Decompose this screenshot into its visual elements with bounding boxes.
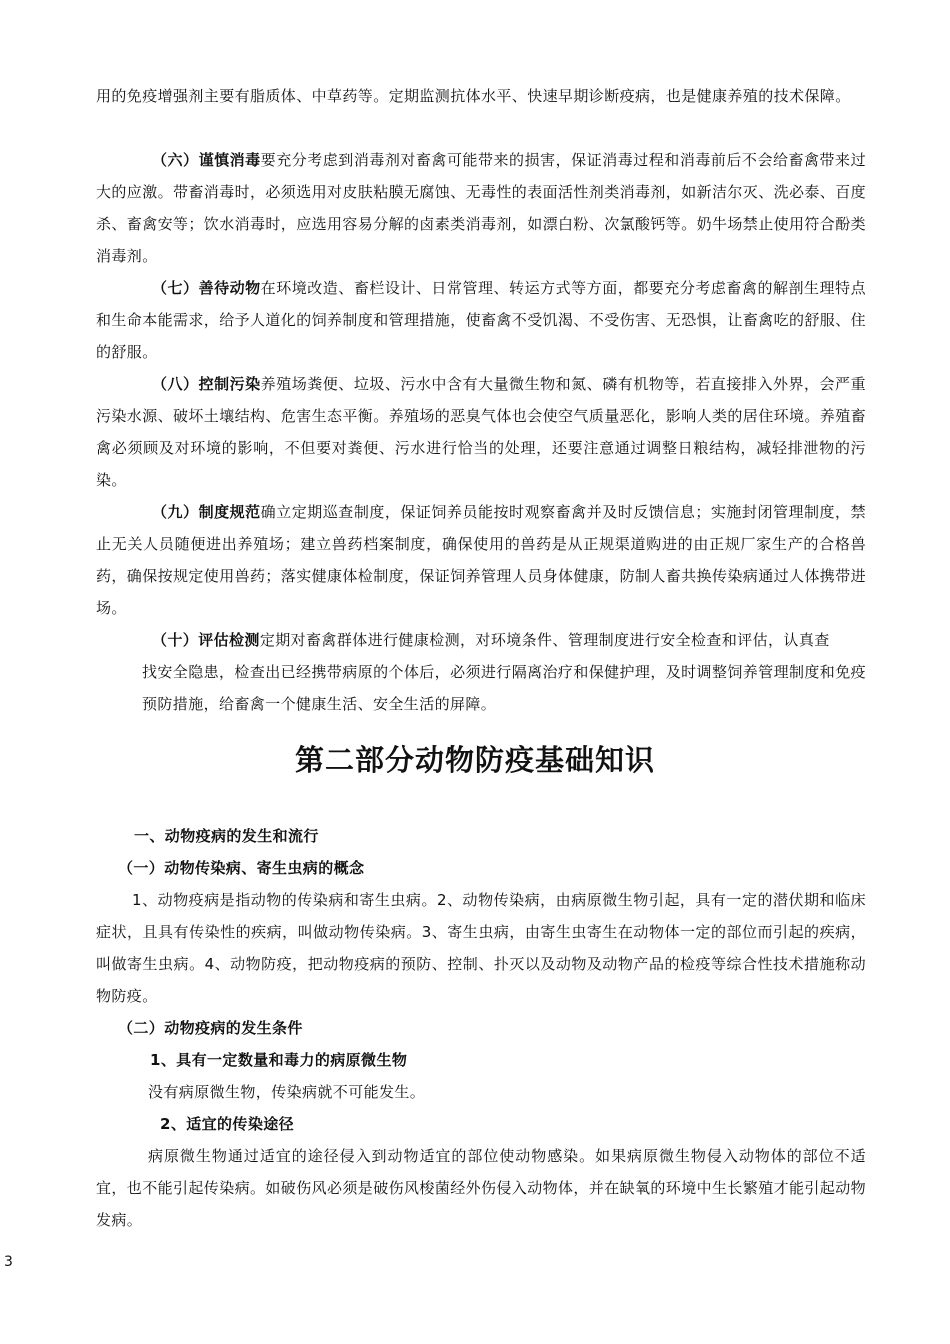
- paragraph-condition-1: 没有病原微生物，传染病就不可能发生。: [148, 1083, 426, 1101]
- section-text: 养殖场粪便、垃圾、污水中含有大量微生物和氮、磷有机物等，若直接排入外界，会严重污染水源、破坏土壤结构、危害生态平衡。养殖场的恶臭气体也会使空气质量恶化，影响人类的居住环境。养殖畜禽必须顾及对环境的影响，不但要对粪便、污水进行恰当的处理，还要注意通过调整日粮结构，减轻排泄物的污染。: [96, 375, 867, 489]
- section-title: （九）制度规范: [152, 503, 261, 521]
- section-evaluation-rest: 找安全隐患，检查出已经携带病原的个体后，必须进行隔离治疗和保健护理，及时调整饲养管理制度和免疫预防措施，给畜禽一个健康生活、安全生活的屏障。: [142, 663, 866, 713]
- heading-concepts: （一）动物传染病、寄生虫病的概念: [118, 859, 365, 877]
- heading-conditions: （二）动物疫病的发生条件: [118, 1019, 303, 1037]
- paragraph-immune-enhancer: 用的免疫增强剂主要有脂质体、中草药等。定期监测抗体水平、快速早期诊断疫病，也是健康养殖的技术保障。: [96, 87, 851, 105]
- section-disinfection: [96, 144, 866, 272]
- page-number: 3: [4, 1254, 13, 1270]
- paragraph-condition-2: 病原微生物通过适宜的途径侵入到动物适宜的部位使动物感染。如果病原微生物侵入动物体的部位不适宜，也不能引起传染病。如破伤风必须是破伤风梭菌经外伤侵入动物体，并在缺氧的环境中生长繁殖才能引起动物发病。: [96, 1147, 867, 1229]
- heading-condition-1: 1、具有一定数量和毒力的病原微生物: [150, 1051, 408, 1069]
- section-text: 定期对畜禽群体进行健康检测，对环境条件、管理制度进行安全检查和评估，认真查: [259, 631, 830, 649]
- section-text: 在环境改造、畜栏设计、日常管理、转运方式等方面，都要充分考虑畜禽的解剖生理特点和生命本能需求，给予人道化的饲养制度和管理措施，使畜禽不受饥渴、不受伤害、无恐惧，让畜禽吃的舒服、住的舒服。: [96, 279, 867, 361]
- section-text: 确立定期巡查制度，保证饲养员能按时观察畜禽并及时反馈信息；实施封闭管理制度，禁止无关人员随便进出养殖场；建立兽药档案制度，确保使用的兽药是从正规渠道购进的由正规厂家生产的合格兽药，确保按规定使用兽药；落实健康体检制度，保证饲养管理人员身体健康，防制人畜共换传染病通过人体携带进场。: [96, 503, 867, 617]
- section-evaluation-line1: [96, 624, 866, 656]
- section-title: （六）谨慎消毒: [152, 151, 261, 169]
- paragraph-concepts: 1、动物疫病是指动物的传染病和寄生虫病。2、动物传染病，由病原微生物引起，具有一定的潜伏期和临床症状，且具有传染性的疾病，叫做动物传染病。3、寄生虫病，由寄生虫寄生在动物体一定的部位而引起的疾病，叫做寄生虫病。4、动物防疫，把动物疫病的预防、控制、扑灭以及动物及动物产品的检疫等综合性技术措施称动物防疫。: [96, 891, 866, 1005]
- part-two-title: 第二部分动物防疫基础知识: [294, 743, 655, 777]
- section-regulations: [96, 496, 866, 624]
- section-title: （十）评估检测: [152, 631, 260, 649]
- section-pollution-control: [96, 368, 866, 496]
- section-animal-welfare: [96, 272, 866, 368]
- heading-condition-2: 2、适宜的传染途径: [160, 1115, 295, 1133]
- section-title: （八）控制污染: [152, 375, 261, 393]
- section-text: 要充分考虑到消毒剂对畜禽可能带来的损害，保证消毒过程和消毒前后不会给畜禽带来过大的应激。带畜消毒时，必须选用对皮肤粘膜无腐蚀、无毒性的表面活性剂类消毒剂，如新洁尔灭、洗必泰、百度杀、畜禽安等；饮水消毒时，应选用容易分解的卤素类消毒剂，如漂白粉、次氯酸钙等。奶牛场禁止使用符合酚类消毒剂。: [96, 151, 867, 265]
- heading-disease-occurrence: 一、动物疫病的发生和流行: [134, 827, 319, 845]
- section-title: （七）善待动物: [152, 279, 261, 297]
